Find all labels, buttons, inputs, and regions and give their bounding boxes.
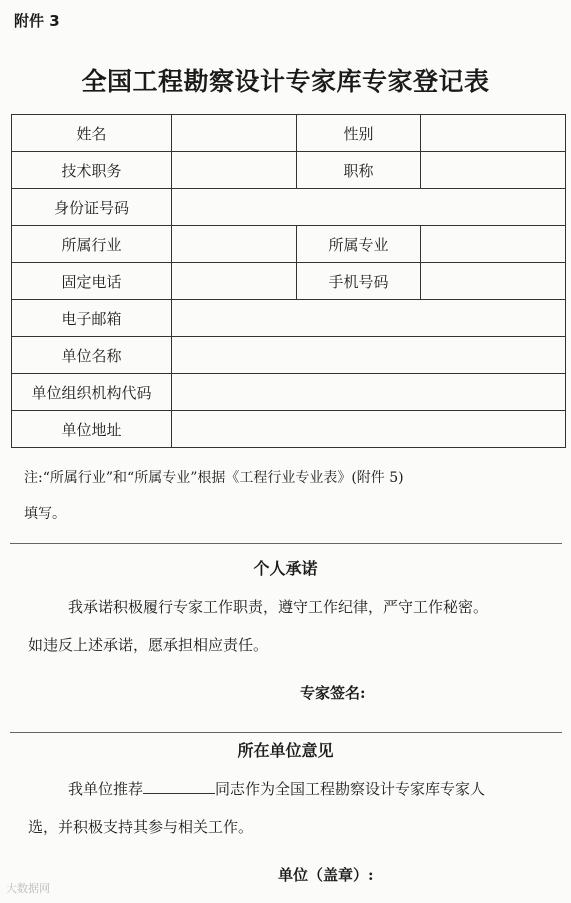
company-name-label: 单位名称 [12, 337, 172, 374]
mobile-field[interactable] [421, 263, 566, 300]
industry-label: 所属行业 [12, 226, 172, 263]
mobile-label: 手机号码 [297, 263, 421, 300]
gender-label: 性别 [297, 115, 421, 152]
table-row [12, 115, 566, 152]
form-title: 全国工程勘察设计专家库专家登记表 [81, 67, 490, 96]
table-row [12, 263, 566, 300]
opinion-line-2: 选，并积极支持其参与相关工作。 [28, 818, 254, 836]
tech-position-field[interactable] [172, 152, 297, 189]
table-row [12, 300, 566, 337]
specialty-field[interactable] [421, 226, 566, 263]
company-seal-label: 单位（盖章）: [278, 866, 374, 884]
company-address-field[interactable] [172, 411, 566, 448]
recommended-name-blank[interactable] [143, 779, 215, 794]
note-line-2: 填写。 [24, 506, 66, 522]
table-row [12, 411, 566, 448]
org-code-label: 单位组织机构代码 [12, 374, 172, 411]
table-row [12, 152, 566, 189]
pledge-line-1: 我承诺积极履行专家工作职责，遵守工作纪律，严守工作秘密。 [68, 598, 489, 616]
opinion-text [28, 770, 560, 846]
opinion-line-1-suffix: 同志作为全国工程勘察设计专家库专家人 [215, 780, 486, 798]
job-title-field[interactable] [421, 152, 566, 189]
name-field[interactable] [172, 115, 297, 152]
watermark: 大数据网 [6, 882, 50, 895]
opinion-line-1-prefix: 我单位推荐 [68, 780, 144, 798]
id-number-label: 身份证号码 [12, 189, 172, 226]
table-row [12, 337, 566, 374]
note-line-1: 注:“所属行业”和“所属专业”根据《工程行业专业表》(附件 5) [24, 470, 404, 486]
company-address-label: 单位地址 [12, 411, 172, 448]
industry-field[interactable] [172, 226, 297, 263]
company-name-field[interactable] [172, 337, 566, 374]
name-label: 姓名 [12, 115, 172, 152]
landline-label: 固定电话 [12, 263, 172, 300]
pledge-title: 个人承诺 [253, 559, 318, 578]
expert-signature-label: 专家签名: [300, 684, 366, 702]
pledge-text [28, 588, 560, 664]
gender-field[interactable] [421, 115, 566, 152]
org-code-field[interactable] [172, 374, 566, 411]
id-number-field[interactable] [172, 189, 566, 226]
form-note [24, 460, 560, 532]
attachment-label: 附件 3 [14, 12, 60, 30]
job-title-label: 职称 [297, 152, 421, 189]
specialty-label: 所属专业 [297, 226, 421, 263]
opinion-title: 所在单位意见 [237, 741, 334, 760]
table-row [12, 189, 566, 226]
email-field[interactable] [172, 300, 566, 337]
section-divider [10, 543, 562, 544]
section-divider [10, 732, 562, 733]
registration-table [11, 114, 566, 448]
pledge-line-2: 如违反上述承诺，愿承担相应责任。 [28, 636, 269, 654]
tech-position-label: 技术职务 [12, 152, 172, 189]
landline-field[interactable] [172, 263, 297, 300]
table-row [12, 226, 566, 263]
email-label: 电子邮箱 [12, 300, 172, 337]
opinion-line-1 [28, 770, 560, 808]
table-row [12, 374, 566, 411]
